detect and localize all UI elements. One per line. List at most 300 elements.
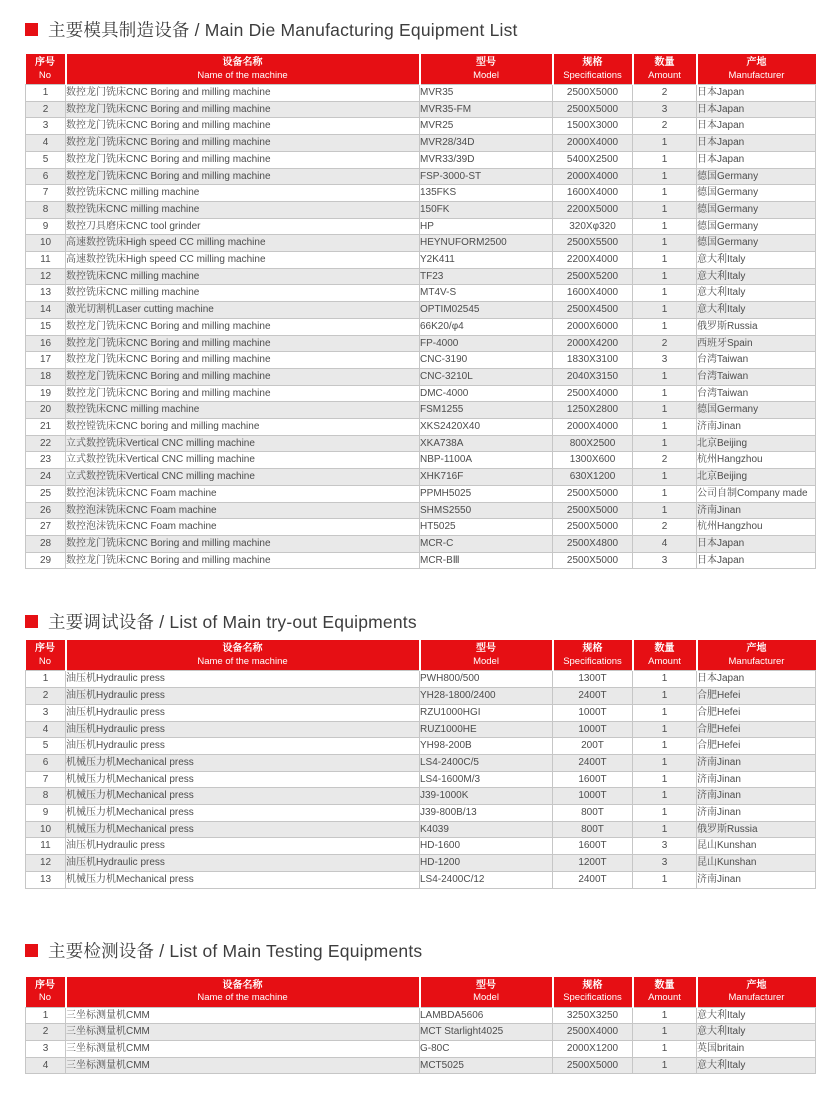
cell-model: SHMS2550 xyxy=(420,502,553,519)
cell-model: YH98-200B xyxy=(420,738,553,755)
table-body xyxy=(26,1007,816,1074)
column-header-en: Model xyxy=(473,655,499,667)
header-row xyxy=(26,640,816,671)
cell-manufacturer: 济南Jinan xyxy=(697,419,816,436)
cell-spec: 2000X4200 xyxy=(553,335,633,352)
cell-no: 3 xyxy=(26,1040,66,1057)
cell-name: 数控龙门铣床CNC Boring and milling machine xyxy=(66,118,420,135)
cell-spec: 2500X5500 xyxy=(553,235,633,252)
cell-amount: 3 xyxy=(633,838,697,855)
cell-model: 135FKS xyxy=(420,185,553,202)
cell-name: 高速数控铣床High speed CC milling machine xyxy=(66,252,420,269)
cell-no: 19 xyxy=(26,385,66,402)
cell-manufacturer: 杭州Hangzhou xyxy=(697,452,816,469)
cell-amount: 3 xyxy=(633,855,697,872)
cell-name: 数控铣床CNC milling machine xyxy=(66,402,420,419)
cell-spec: 2500X5000 xyxy=(553,552,633,569)
column-header-name xyxy=(66,640,420,671)
cell-spec: 1500X3000 xyxy=(553,118,633,135)
cell-spec: 1600X4000 xyxy=(553,185,633,202)
cell-manufacturer: 意大利Italy xyxy=(697,268,816,285)
cell-spec: 1300T xyxy=(553,671,633,688)
cell-manufacturer: 济南Jinan xyxy=(697,805,816,822)
cell-name: 油压机Hydraulic press xyxy=(66,671,420,688)
column-header-cn: 设备名称 xyxy=(222,643,263,655)
cell-spec: 1000T xyxy=(553,721,633,738)
cell-name: 激光切割机Laser cutting machine xyxy=(66,302,420,319)
cell-amount: 1 xyxy=(633,302,697,319)
cell-no: 1 xyxy=(26,1007,66,1024)
table-header xyxy=(26,640,816,671)
section-title-testing xyxy=(25,940,815,962)
cell-no: 8 xyxy=(26,788,66,805)
column-header-en: Specifications xyxy=(563,992,622,1004)
cell-name: 油压机Hydraulic press xyxy=(66,855,420,872)
cell-name: 数控龙门铣床CNC Boring and milling machine xyxy=(66,385,420,402)
cell-no: 1 xyxy=(26,85,66,102)
cell-no: 21 xyxy=(26,419,66,436)
cell-name: 机械压力机Mechanical press xyxy=(66,871,420,888)
cell-model: MCR-C xyxy=(420,535,553,552)
column-header-cn: 设备名称 xyxy=(222,979,263,991)
column-header-cn: 序号 xyxy=(35,979,55,991)
cell-amount: 1 xyxy=(633,788,697,805)
cell-amount: 1 xyxy=(633,502,697,519)
cell-model: MVR28/34D xyxy=(420,135,553,152)
cell-name: 机械压力机Mechanical press xyxy=(66,788,420,805)
cell-no: 29 xyxy=(26,552,66,569)
cell-spec: 800T xyxy=(553,821,633,838)
table-row xyxy=(26,85,816,102)
cell-manufacturer: 日本Japan xyxy=(697,671,816,688)
try-out-equipment-table xyxy=(25,640,816,888)
cell-model: CNC-3190 xyxy=(420,352,553,369)
cell-manufacturer: 日本Japan xyxy=(697,101,816,118)
column-header-cn: 型号 xyxy=(476,979,496,991)
table-row xyxy=(26,368,816,385)
cell-model: K4039 xyxy=(420,821,553,838)
column-header-model xyxy=(420,977,553,1008)
cell-name: 数控铣床CNC milling machine xyxy=(66,201,420,218)
column-header-cn: 规格 xyxy=(582,57,603,69)
cell-spec: 2200X4000 xyxy=(553,252,633,269)
cell-model: LAMBDA5606 xyxy=(420,1007,553,1024)
column-header-en: Manufacturer xyxy=(728,69,785,81)
cell-amount: 1 xyxy=(633,754,697,771)
cell-name: 油压机Hydraulic press xyxy=(66,704,420,721)
cell-name: 机械压力机Mechanical press xyxy=(66,771,420,788)
cell-manufacturer: 日本Japan xyxy=(697,535,816,552)
cell-spec: 1830X3100 xyxy=(553,352,633,369)
cell-no: 13 xyxy=(26,285,66,302)
table-row xyxy=(26,435,816,452)
cell-no: 18 xyxy=(26,368,66,385)
column-header-cn: 数量 xyxy=(654,979,675,991)
cell-no: 25 xyxy=(26,485,66,502)
cell-spec: 1600X4000 xyxy=(553,285,633,302)
cell-spec: 2500X5000 xyxy=(553,502,633,519)
cell-manufacturer: 意大利Italy xyxy=(697,1007,816,1024)
cell-amount: 2 xyxy=(633,85,697,102)
cell-name: 数控铣床CNC milling machine xyxy=(66,268,420,285)
cell-amount: 1 xyxy=(633,1007,697,1024)
section-title-die-manufacturing xyxy=(25,18,815,40)
column-header-cn: 产地 xyxy=(746,979,767,991)
red-square-bullet xyxy=(25,944,38,957)
table-row xyxy=(26,1057,816,1074)
cell-name: 立式数控铣床Vertical CNC milling machine xyxy=(66,469,420,486)
cell-manufacturer: 日本Japan xyxy=(697,118,816,135)
cell-model: NBP-1100A xyxy=(420,452,553,469)
cell-spec: 2400T xyxy=(553,688,633,705)
table-row xyxy=(26,452,816,469)
cell-no: 10 xyxy=(26,821,66,838)
cell-no: 7 xyxy=(26,185,66,202)
cell-no: 2 xyxy=(26,101,66,118)
cell-spec: 2500X5000 xyxy=(553,485,633,502)
column-header-cn: 数量 xyxy=(654,57,675,69)
cell-amount: 2 xyxy=(633,519,697,536)
column-header-cn: 序号 xyxy=(35,643,55,655)
section-title-try-out xyxy=(25,610,815,632)
cell-no: 7 xyxy=(26,771,66,788)
cell-amount: 1 xyxy=(633,688,697,705)
cell-model: XKS2420X40 xyxy=(420,419,553,436)
table-row xyxy=(26,502,816,519)
cell-amount: 1 xyxy=(633,771,697,788)
cell-no: 15 xyxy=(26,318,66,335)
column-header-manufacturer xyxy=(697,977,816,1008)
cell-name: 油压机Hydraulic press xyxy=(66,838,420,855)
cell-spec: 2500X5000 xyxy=(553,519,633,536)
cell-name: 数控龙门铣床CNC Boring and milling machine xyxy=(66,101,420,118)
cell-amount: 1 xyxy=(633,671,697,688)
cell-manufacturer: 意大利Italy xyxy=(697,285,816,302)
die-manufacturing-equipment-table xyxy=(25,54,816,569)
cell-amount: 1 xyxy=(633,419,697,436)
cell-manufacturer: 俄罗斯Russia xyxy=(697,318,816,335)
column-header-no xyxy=(26,640,66,671)
cell-name: 立式数控铣床Vertical CNC milling machine xyxy=(66,435,420,452)
column-header-no xyxy=(26,54,66,85)
cell-amount: 1 xyxy=(633,252,697,269)
table-row xyxy=(26,1024,816,1041)
column-header-en: Name of the machine xyxy=(197,992,288,1004)
column-header-specifications xyxy=(553,977,633,1008)
table-row xyxy=(26,118,816,135)
column-header-en: Specifications xyxy=(563,655,622,667)
cell-spec: 2000X6000 xyxy=(553,318,633,335)
cell-model: YH28-1800/2400 xyxy=(420,688,553,705)
cell-manufacturer: 德国Germany xyxy=(697,201,816,218)
cell-name: 高速数控铣床High speed CC milling machine xyxy=(66,235,420,252)
cell-amount: 1 xyxy=(633,402,697,419)
cell-manufacturer: 德国Germany xyxy=(697,235,816,252)
cell-spec: 1000T xyxy=(553,788,633,805)
cell-spec: 2000X1200 xyxy=(553,1040,633,1057)
cell-name: 机械压力机Mechanical press xyxy=(66,805,420,822)
table-row xyxy=(26,318,816,335)
cell-spec: 3250X3250 xyxy=(553,1007,633,1024)
cell-name: 三坐标测量机CMM xyxy=(66,1040,420,1057)
cell-amount: 2 xyxy=(633,335,697,352)
column-header-en: Name of the machine xyxy=(197,69,288,81)
table-row xyxy=(26,738,816,755)
cell-no: 5 xyxy=(26,738,66,755)
cell-name: 数控龙门铣床CNC Boring and milling machine xyxy=(66,85,420,102)
table-row xyxy=(26,302,816,319)
cell-no: 2 xyxy=(26,688,66,705)
cell-model: HP xyxy=(420,218,553,235)
cell-amount: 1 xyxy=(633,151,697,168)
cell-no: 3 xyxy=(26,118,66,135)
cell-amount: 1 xyxy=(633,721,697,738)
cell-manufacturer: 意大利Italy xyxy=(697,302,816,319)
cell-name: 机械压力机Mechanical press xyxy=(66,754,420,771)
column-header-specifications xyxy=(553,54,633,85)
cell-spec: 2400T xyxy=(553,871,633,888)
cell-name: 数控龙门铣床CNC Boring and milling machine xyxy=(66,368,420,385)
table-row xyxy=(26,671,816,688)
table-row xyxy=(26,754,816,771)
column-header-cn: 规格 xyxy=(582,979,603,991)
cell-amount: 1 xyxy=(633,1024,697,1041)
cell-model: RUZ1000HE xyxy=(420,721,553,738)
table-row xyxy=(26,1040,816,1057)
cell-manufacturer: 台湾Taiwan xyxy=(697,352,816,369)
cell-model: J39-1000K xyxy=(420,788,553,805)
column-header-en: Model xyxy=(473,992,499,1004)
cell-model: TF23 xyxy=(420,268,553,285)
column-header-en: Amount xyxy=(648,655,681,667)
cell-amount: 2 xyxy=(633,118,697,135)
cell-no: 26 xyxy=(26,502,66,519)
cell-no: 27 xyxy=(26,519,66,536)
cell-manufacturer: 公司自制Company made xyxy=(697,485,816,502)
cell-manufacturer: 济南Jinan xyxy=(697,754,816,771)
table-row xyxy=(26,335,816,352)
column-header-en: Amount xyxy=(648,992,681,1004)
cell-name: 油压机Hydraulic press xyxy=(66,738,420,755)
column-header-cn: 设备名称 xyxy=(222,57,263,69)
table-row xyxy=(26,721,816,738)
cell-amount: 1 xyxy=(633,485,697,502)
column-header-no xyxy=(26,977,66,1008)
cell-no: 4 xyxy=(26,721,66,738)
table-row xyxy=(26,101,816,118)
column-header-amount xyxy=(633,977,697,1008)
table-row xyxy=(26,419,816,436)
cell-spec: 800T xyxy=(553,805,633,822)
cell-model: J39-800B/13 xyxy=(420,805,553,822)
table-row xyxy=(26,151,816,168)
cell-name: 数控龙门铣床CNC Boring and milling machine xyxy=(66,535,420,552)
cell-manufacturer: 北京Beijing xyxy=(697,435,816,452)
cell-name: 数控泡沫铣床CNC Foam machine xyxy=(66,485,420,502)
cell-name: 数控龙门铣床CNC Boring and milling machine xyxy=(66,168,420,185)
cell-amount: 1 xyxy=(633,285,697,302)
cell-model: RZU1000HGI xyxy=(420,704,553,721)
cell-amount: 2 xyxy=(633,452,697,469)
table-row xyxy=(26,135,816,152)
cell-spec: 200T xyxy=(553,738,633,755)
cell-amount: 1 xyxy=(633,235,697,252)
cell-manufacturer: 德国Germany xyxy=(697,402,816,419)
cell-manufacturer: 济南Jinan xyxy=(697,502,816,519)
column-header-model xyxy=(420,54,553,85)
cell-name: 数控龙门铣床CNC Boring and milling machine xyxy=(66,318,420,335)
column-header-manufacturer xyxy=(697,54,816,85)
cell-model: HD-1600 xyxy=(420,838,553,855)
column-header-name xyxy=(66,977,420,1008)
column-header-cn: 规格 xyxy=(582,643,603,655)
cell-spec: 2500X4000 xyxy=(553,1024,633,1041)
cell-amount: 1 xyxy=(633,218,697,235)
cell-spec: 1250X2800 xyxy=(553,402,633,419)
cell-model: HT5025 xyxy=(420,519,553,536)
cell-manufacturer: 西班牙Spain xyxy=(697,335,816,352)
cell-name: 三坐标测量机CMM xyxy=(66,1007,420,1024)
cell-manufacturer: 昆山Kunshan xyxy=(697,855,816,872)
cell-name: 数控泡沫铣床CNC Foam machine xyxy=(66,502,420,519)
cell-model: FP-4000 xyxy=(420,335,553,352)
cell-model: PWH800/500 xyxy=(420,671,553,688)
cell-model: MVR25 xyxy=(420,118,553,135)
cell-model: HEYNUFORM2500 xyxy=(420,235,553,252)
cell-manufacturer: 合肥Hefei xyxy=(697,704,816,721)
cell-no: 1 xyxy=(26,671,66,688)
table-row xyxy=(26,1007,816,1024)
cell-model: MT4V-S xyxy=(420,285,553,302)
cell-amount: 1 xyxy=(633,368,697,385)
cell-amount: 1 xyxy=(633,704,697,721)
column-header-cn: 数量 xyxy=(654,643,675,655)
cell-no: 12 xyxy=(26,855,66,872)
cell-manufacturer: 意大利Italy xyxy=(697,252,816,269)
table-row xyxy=(26,535,816,552)
column-header-specifications xyxy=(553,640,633,671)
cell-manufacturer: 台湾Taiwan xyxy=(697,368,816,385)
red-square-bullet xyxy=(25,615,38,628)
cell-name: 机械压力机Mechanical press xyxy=(66,821,420,838)
cell-spec: 2000X4000 xyxy=(553,168,633,185)
cell-amount: 1 xyxy=(633,318,697,335)
cell-name: 数控刀具磨床CNC tool grinder xyxy=(66,218,420,235)
cell-no: 12 xyxy=(26,268,66,285)
cell-name: 立式数控铣床Vertical CNC milling machine xyxy=(66,452,420,469)
cell-name: 数控泡沫铣床CNC Foam machine xyxy=(66,519,420,536)
table-header xyxy=(26,54,816,85)
cell-model: OPTIM02545 xyxy=(420,302,553,319)
cell-amount: 1 xyxy=(633,201,697,218)
cell-amount: 4 xyxy=(633,535,697,552)
cell-spec: 2500X4500 xyxy=(553,302,633,319)
cell-manufacturer: 台湾Taiwan xyxy=(697,385,816,402)
cell-manufacturer: 济南Jinan xyxy=(697,788,816,805)
cell-model: XKA738A xyxy=(420,435,553,452)
section-title-text: 主要检测设备 / List of Main Testing Equipments xyxy=(48,941,423,962)
cell-manufacturer: 合肥Hefei xyxy=(697,738,816,755)
cell-manufacturer: 杭州Hangzhou xyxy=(697,519,816,536)
cell-name: 数控龙门铣床CNC Boring and milling machine xyxy=(66,552,420,569)
table-row xyxy=(26,871,816,888)
column-header-en: No xyxy=(38,655,52,667)
cell-model: XHK716F xyxy=(420,469,553,486)
cell-model: MVR35 xyxy=(420,85,553,102)
table-row xyxy=(26,168,816,185)
table-row xyxy=(26,805,816,822)
cell-manufacturer: 昆山Kunshan xyxy=(697,838,816,855)
table-row xyxy=(26,704,816,721)
cell-no: 2 xyxy=(26,1024,66,1041)
cell-manufacturer: 德国Germany xyxy=(697,168,816,185)
cell-amount: 3 xyxy=(633,552,697,569)
cell-manufacturer: 济南Jinan xyxy=(697,871,816,888)
cell-no: 8 xyxy=(26,201,66,218)
cell-spec: 800X2500 xyxy=(553,435,633,452)
cell-name: 三坐标测量机CMM xyxy=(66,1024,420,1041)
cell-manufacturer: 日本Japan xyxy=(697,85,816,102)
column-header-en: No xyxy=(38,992,52,1004)
cell-spec: 2500X5000 xyxy=(553,85,633,102)
cell-amount: 1 xyxy=(633,135,697,152)
cell-manufacturer: 合肥Hefei xyxy=(697,688,816,705)
cell-model: MVR35-FM xyxy=(420,101,553,118)
table-header xyxy=(26,977,816,1008)
table-row xyxy=(26,185,816,202)
column-header-amount xyxy=(633,54,697,85)
cell-spec: 2500X5200 xyxy=(553,268,633,285)
table-row xyxy=(26,235,816,252)
table-body xyxy=(26,85,816,569)
cell-manufacturer: 德国Germany xyxy=(697,185,816,202)
cell-model: MVR33/39D xyxy=(420,151,553,168)
cell-amount: 1 xyxy=(633,738,697,755)
cell-name: 数控镗铣床CNC boring and milling machine xyxy=(66,419,420,436)
cell-spec: 1000T xyxy=(553,704,633,721)
cell-name: 数控铣床CNC milling machine xyxy=(66,285,420,302)
cell-name: 油压机Hydraulic press xyxy=(66,688,420,705)
cell-no: 17 xyxy=(26,352,66,369)
table-row xyxy=(26,519,816,536)
column-header-en: Specifications xyxy=(563,69,622,81)
table-row xyxy=(26,268,816,285)
cell-spec: 2500X4000 xyxy=(553,385,633,402)
cell-manufacturer: 济南Jinan xyxy=(697,771,816,788)
cell-model: LS4-2400C/5 xyxy=(420,754,553,771)
cell-model: Y2K411 xyxy=(420,252,553,269)
column-header-en: Amount xyxy=(648,69,681,81)
cell-spec: 320Xφ320 xyxy=(553,218,633,235)
table-row xyxy=(26,218,816,235)
cell-spec: 2500X5000 xyxy=(553,1057,633,1074)
cell-model: G-80C xyxy=(420,1040,553,1057)
column-header-cn: 产地 xyxy=(746,643,767,655)
table-row xyxy=(26,821,816,838)
cell-amount: 1 xyxy=(633,185,697,202)
cell-spec: 1300X600 xyxy=(553,452,633,469)
cell-model: HD-1200 xyxy=(420,855,553,872)
column-header-model xyxy=(420,640,553,671)
cell-spec: 630X1200 xyxy=(553,469,633,486)
cell-spec: 1600T xyxy=(553,838,633,855)
cell-manufacturer: 日本Japan xyxy=(697,135,816,152)
cell-model: MCT5025 xyxy=(420,1057,553,1074)
table-body xyxy=(26,671,816,888)
cell-manufacturer: 日本Japan xyxy=(697,151,816,168)
cell-amount: 1 xyxy=(633,821,697,838)
table-row xyxy=(26,285,816,302)
